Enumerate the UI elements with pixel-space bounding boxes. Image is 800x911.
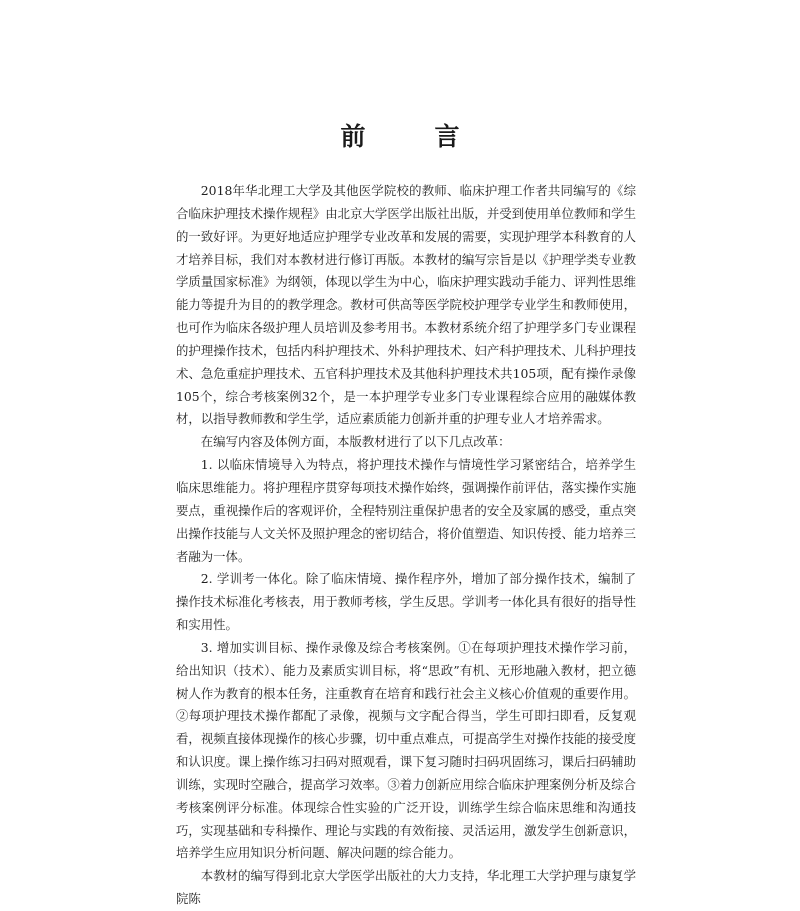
- paragraph-intro: 2018年华北理工大学及其他医学院校的教师、临床护理工作者共同编写的《综合临床护理技术操作规程》由北京大学医学出版社出版，并受到使用单位教师和学生的一致好评。为更好地适应护理学专业改革和发展的需要，实现护理学本科教育的人才培养目标，我们对本教材进行修订再版。本教材的编写宗旨是以《护理学类专业教学质量国家标准》为纲领，体现以学生为中心，临床护理实践动手能力、评判性思维能力等提升为目的的教学理念。教材可供高等医学院校护理学专业学生和教师使用，也可作为临床各级护理人员培训及参考用书。本教材系统介绍了护理学多门专业课程的护理操作技术，包括内科护理技术、外科护理技术、妇产科护理技术、儿科护理技术、急危重症护理技术、五官科护理技术及其他科护理技术共105项，配有操作录像105个，综合考核案例32个，是一本护理学专业多门专业课程综合应用的融媒体教材，以指导教师教和学生学，适应素质能力创新并重的护理专业人才培养需求。: [176, 183, 636, 427]
- paragraph-reform-3: 3. 增加实训目标、操作录像及综合考核案例。①在每项护理技术操作学习前，给出知识（技术）、能力及素质实训目标，将“思政”有机、无形地融入教材，把立德树人作为教育的根本任务，注重教育在培育和践行社会主义核心价值观的重要作用。②每项护理技术操作都配了录像，视频与文字配合得当，学生可即扫即看，反复观看，视频直接体现操作的核心步骤，切中重点难点，可提高学生对操作技能的接受度和认识度。课上操作练习扫码对照观看，课下复习随时扫码巩固练习，课后扫码辅助训练，实现时空融合，提高学习效率。③着力创新应用综合临床护理案例分析及综合考核案例评分标准。体现综合性实验的广泛开设，训练学生综合临床思维和沟通技巧，实现基础和专科操作、理论与实践的有效衔接、灵活运用，激发学生创新意识，培养学生应用知识分析问题、解决问题的综合能力。: [176, 639, 636, 861]
- page-title: 前 言: [340, 122, 482, 151]
- paragraph-reform-2: 2. 学训考一体化。除了临床情境、操作程序外，增加了部分操作技术，编制了操作技术标准化考核表，用于教师考核，学生反思。学训考一体化具有很好的指导性和实用性。: [176, 571, 636, 633]
- preface-body: [176, 180, 636, 911]
- paragraph-reform-1: 1. 以临床情境导入为特点，将护理技术操作与情境性学习紧密结合，培养学生临床思维能力。将护理程序贯穿每项技术操作始终，强调操作前评估，落实操作实施要点，重视操作后的客观评价，全程特别注重保护患者的安全及家属的感受，重点突出操作技能与人文关怀及照护理念的密切结合，将价值塑造、知识传授、能力培养三者融为一体。: [176, 457, 636, 564]
- paragraph-acknowledgement: 本教材的编写得到北京大学医学出版社的大力支持，华北理工大学护理与康复学院陈: [176, 868, 636, 907]
- paragraph-reform-lead: 在编写内容及体例方面，本版教材进行了以下几点改革：: [200, 434, 511, 450]
